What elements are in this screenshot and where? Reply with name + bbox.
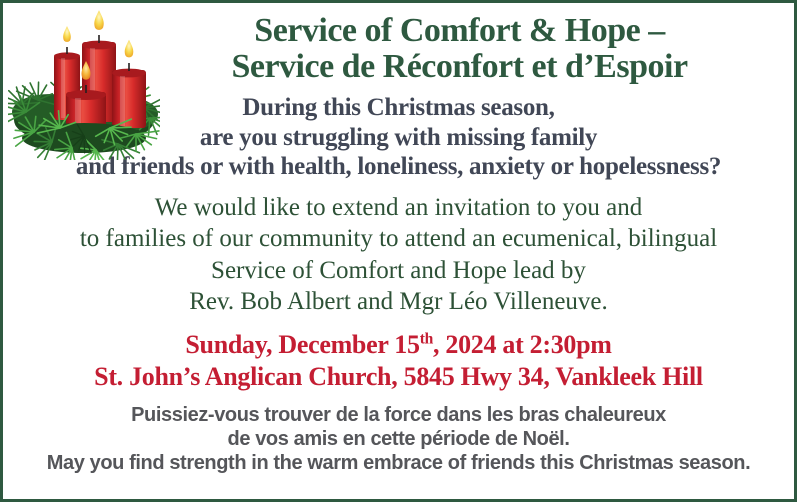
event-block xyxy=(3,329,794,392)
invitation-line: Rev. Bob Albert and Mgr Léo Villeneuve. xyxy=(189,287,608,315)
blessing-block xyxy=(3,403,794,475)
event-date-prefix: Sunday, December 15 xyxy=(185,330,420,360)
blessing-english-line: May you find strength in the warm embrace of friends this Christmas season. xyxy=(46,451,751,474)
question-line: are you struggling with missing family xyxy=(199,123,598,151)
title-line-english: Service of Comfort & Hope – xyxy=(254,12,665,49)
blessing-french-line: de vos amis en cette période de Noël. xyxy=(227,427,570,450)
invitation-line: We would like to extend an invitation to you and xyxy=(154,194,643,222)
event-date-suffix: , 2024 at 2:30pm xyxy=(432,330,612,360)
event-date-ordinal: th xyxy=(419,330,433,348)
question-line: During this Christmas season, xyxy=(242,94,555,122)
question-line: and friends or with health, loneliness, anxiety or hopelessness? xyxy=(75,152,722,180)
blessing-french-line: Puissiez-vous trouver de la force dans les bras chaleureux xyxy=(131,403,666,426)
invitation-block xyxy=(3,192,794,317)
event-date xyxy=(3,329,794,361)
advent-candles-wreath-icon xyxy=(8,8,160,160)
event-location: St. John’s Anglican Church, 5845 Hwy 34, Vankleek Hill xyxy=(94,361,703,391)
invitation-line: to families of our community to attend an ecumenical, bilingual xyxy=(79,225,718,253)
title-line-french: Service de Réconfort et d’Espoir xyxy=(231,47,688,85)
invitation-line: Service of Comfort and Hope lead by xyxy=(211,256,586,284)
